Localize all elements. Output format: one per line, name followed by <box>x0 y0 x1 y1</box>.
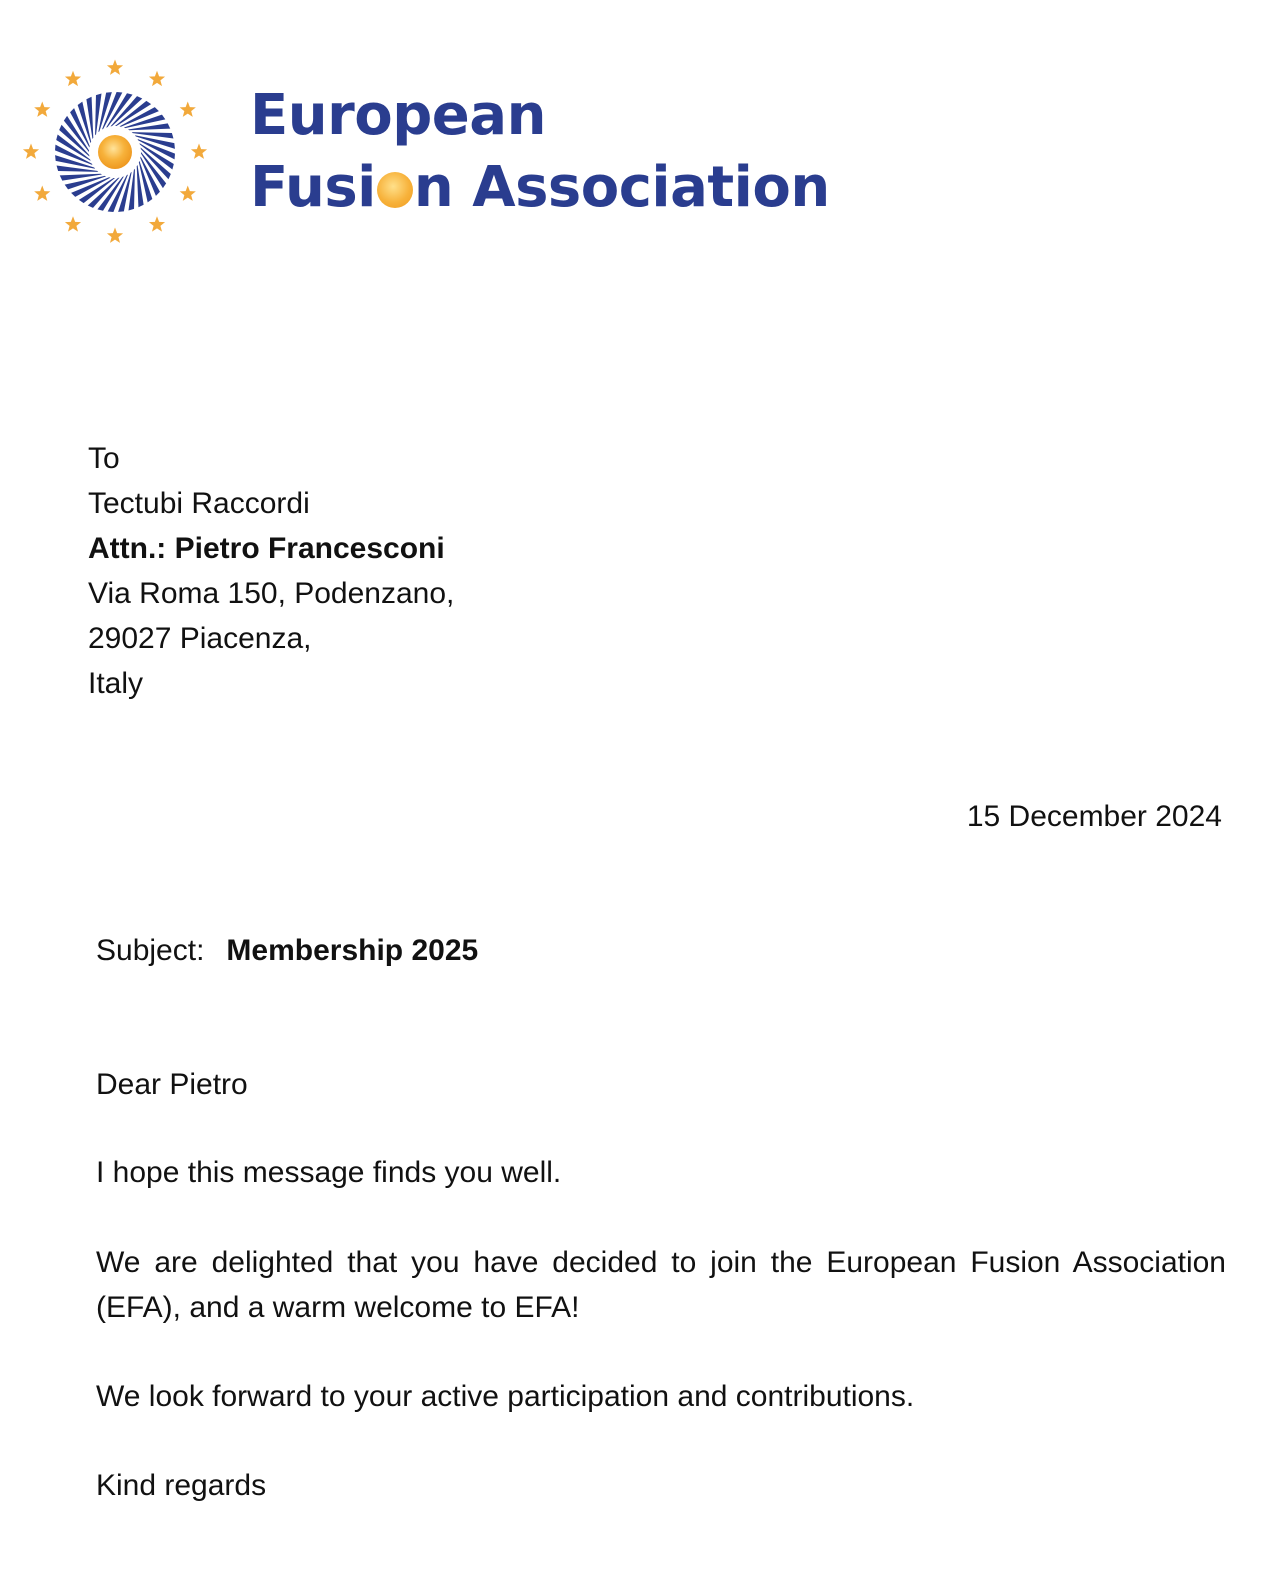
swirl-blade <box>57 165 99 171</box>
star-icon <box>149 71 165 86</box>
swirl-blade <box>95 94 101 136</box>
star-icon <box>180 186 196 201</box>
star-icon <box>65 216 81 231</box>
subject-label: Subject: <box>96 934 205 967</box>
wordmark-line-1: European <box>250 83 546 148</box>
recipient-company: Tectubi Raccordi <box>88 487 310 520</box>
star-icon <box>149 216 165 231</box>
efa-logo-icon <box>15 52 215 252</box>
swirl-blade <box>132 132 174 138</box>
body-paragraph: I hope this message finds you well. <box>96 1156 562 1189</box>
star-icon <box>107 228 123 243</box>
organization-wordmark <box>250 80 830 224</box>
recipient-postal-city: 29027 Piacenza, <box>88 622 312 655</box>
star-icon <box>180 102 196 117</box>
greeting: Dear Pietro <box>96 1068 248 1101</box>
closing: Kind regards <box>96 1469 267 1502</box>
swirl-blade <box>128 169 134 211</box>
star-icon <box>65 71 81 86</box>
recipient-country: Italy <box>88 667 144 700</box>
sun-icon <box>98 135 132 169</box>
recipient-address <box>88 436 454 706</box>
wordmark-association: n Association <box>413 155 830 220</box>
to-label: To <box>88 442 120 475</box>
star-icon <box>23 144 39 159</box>
star-icon <box>191 144 207 159</box>
body-paragraph: We are delighted that you have decided to join the European Fusion Association (EFA), and a warm welcome to EFA! <box>96 1246 1226 1324</box>
star-icon <box>34 102 50 117</box>
wordmark-line-2 <box>250 152 830 224</box>
wordmark-fusi: Fusi <box>250 155 376 220</box>
sun-o-icon <box>377 172 413 208</box>
subject-value: Membership 2025 <box>226 934 479 967</box>
recipient-street: Via Roma 150, Podenzano, <box>88 577 455 610</box>
star-icon <box>107 60 123 75</box>
star-icon <box>34 186 50 201</box>
recipient-attn: Attn.: Pietro Francesconi <box>88 532 445 565</box>
letter-date: 15 December 2024 <box>966 800 1222 833</box>
subject-line <box>96 928 478 973</box>
body-paragraph: We look forward to your active participation and contributions. <box>96 1380 915 1413</box>
